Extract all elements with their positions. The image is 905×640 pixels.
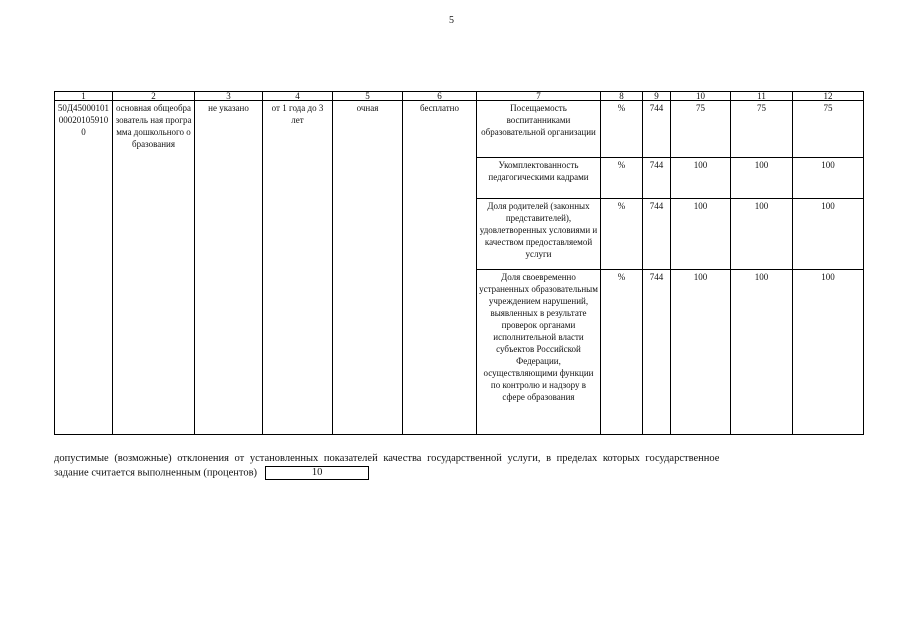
indicator-value-11: 100 (731, 270, 793, 435)
indicator-unit: % (601, 101, 643, 158)
indicator-value-12: 100 (793, 158, 864, 199)
indicator-value-11: 75 (731, 101, 793, 158)
indicator-value-11: 100 (731, 199, 793, 270)
col-header-11: 11 (731, 92, 793, 101)
indicator-unit: % (601, 270, 643, 435)
indicator-value-10: 75 (671, 101, 731, 158)
col-header-1: 1 (55, 92, 113, 101)
deviation-text-line-2 (54, 466, 719, 480)
indicator-okei-code: 744 (643, 101, 671, 158)
deviation-threshold-box: 10 (265, 466, 369, 480)
service-code: 50Д45000101000201059100 (55, 101, 113, 435)
column-number-row (55, 92, 864, 101)
indicator-name: Доля родителей (законных представителей), удовлетворенных условиями и качеством предоставляемой услуги (477, 199, 601, 270)
category: не указано (195, 101, 263, 435)
indicator-okei-code: 744 (643, 158, 671, 199)
quality-indicators-table (54, 91, 864, 435)
indicator-value-10: 100 (671, 270, 731, 435)
col-header-7: 7 (477, 92, 601, 101)
col-header-6: 6 (403, 92, 477, 101)
col-header-5: 5 (333, 92, 403, 101)
indicator-okei-code: 744 (643, 270, 671, 435)
col-header-2: 2 (113, 92, 195, 101)
indicator-value-10: 100 (671, 158, 731, 199)
deviation-label: задание считается выполненным (процентов) (54, 467, 258, 479)
col-header-10: 10 (671, 92, 731, 101)
indicator-okei-code: 744 (643, 199, 671, 270)
payment-type: бесплатно (403, 101, 477, 435)
indicator-name: Посещаемость воспитанниками образовательной организации (477, 101, 601, 158)
education-form: очная (333, 101, 403, 435)
col-header-3: 3 (195, 92, 263, 101)
page-number: 5 (449, 15, 454, 26)
indicator-unit: % (601, 158, 643, 199)
col-header-12: 12 (793, 92, 864, 101)
indicator-unit: % (601, 199, 643, 270)
col-header-9: 9 (643, 92, 671, 101)
age-group: от 1 года до 3 лет (263, 101, 333, 435)
indicator-value-12: 100 (793, 270, 864, 435)
col-header-4: 4 (263, 92, 333, 101)
indicator-name: Доля своевременно устраненных образовательным учреждением нарушений, выявленных в результате проверок органами исполнительной власти субъектов Российской Федерации, осуществляющими функции по контролю и надзору в сфере образования (477, 270, 601, 435)
indicator-value-12: 75 (793, 101, 864, 158)
program-name: основная общеобразователь ная программа дошкольного образования (113, 101, 195, 435)
col-header-8: 8 (601, 92, 643, 101)
indicator-value-10: 100 (671, 199, 731, 270)
indicator-value-12: 100 (793, 199, 864, 270)
deviation-text-line-1: допустимые (возможные) отклонения от установленных показателей качества государственной услуги, в пределах которых государственное (54, 453, 720, 464)
indicator-value-11: 100 (731, 158, 793, 199)
indicator-name: Укомплектованность педагогическими кадрами (477, 158, 601, 199)
table-row (55, 101, 864, 158)
allowed-deviation-note (54, 452, 719, 480)
